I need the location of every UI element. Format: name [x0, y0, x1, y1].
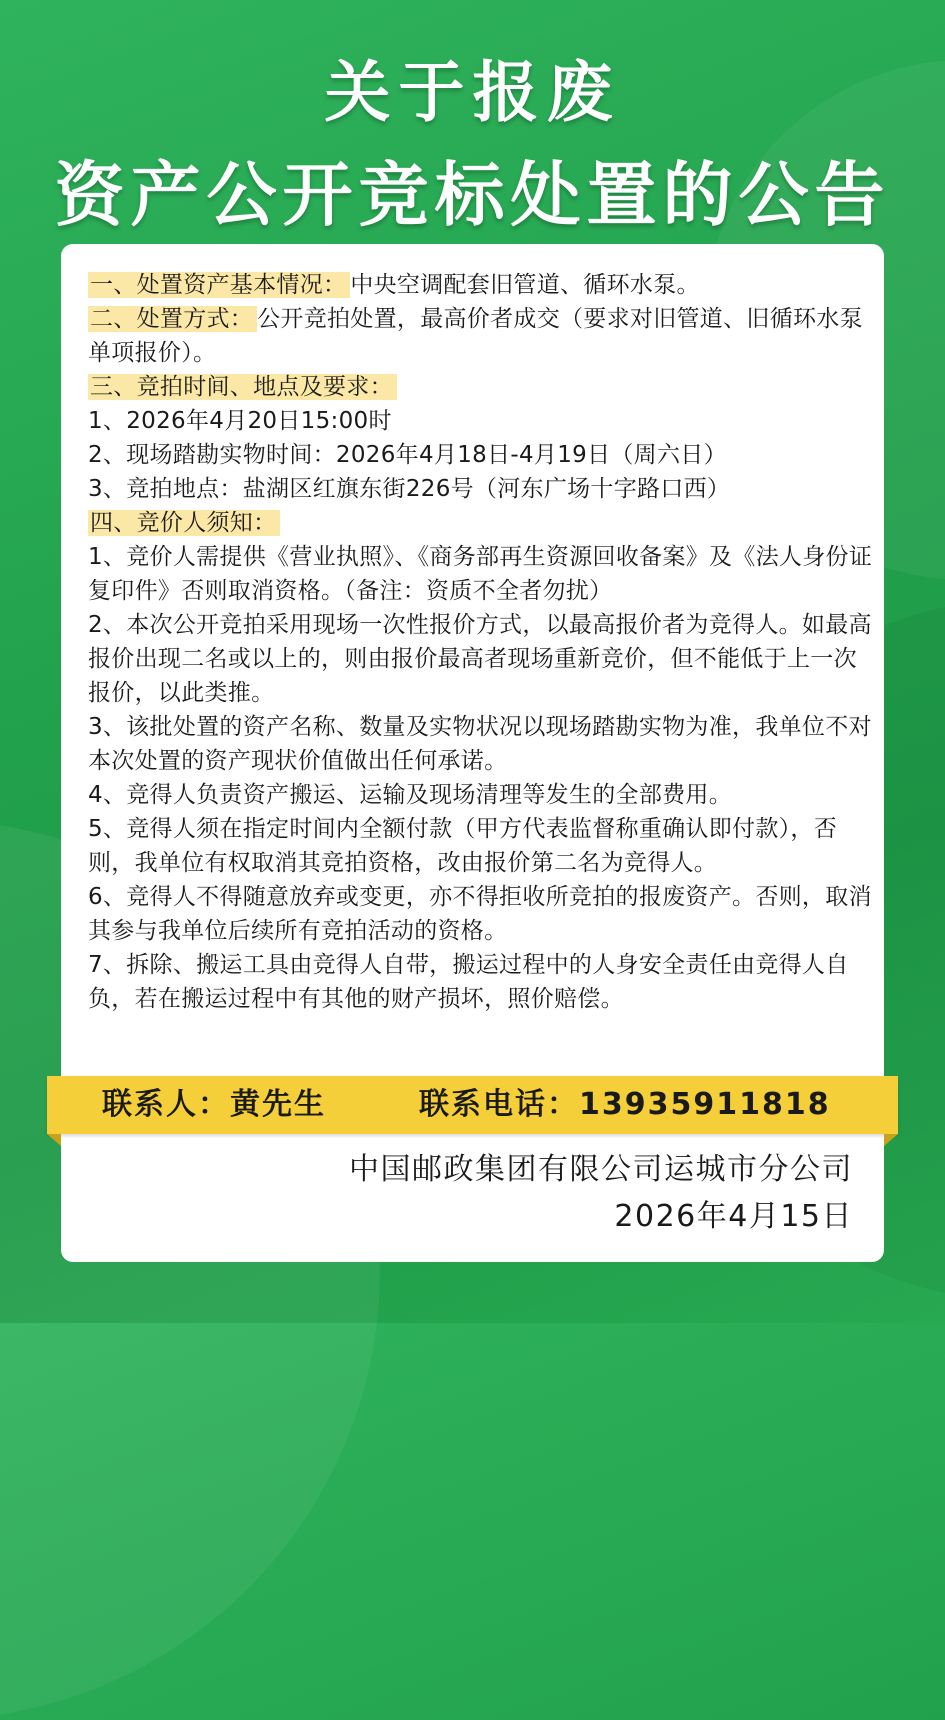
list-item: 2、现场踏勘实物时间：2026年4月18日-4月19日（周六日） — [88, 442, 727, 468]
section-4-heading: 四、竞价人须知： — [88, 510, 280, 536]
list-item: 3、竞拍地点：盐湖区红旗东街226号（河东广场十字路口西） — [88, 476, 731, 502]
issuer-organization: 中国邮政集团有限公司运城市分公司 — [349, 1152, 853, 1187]
section-2-heading: 二、处置方式： — [88, 306, 257, 332]
section-2 — [88, 302, 878, 370]
list-item: 1、竞价人需提供《营业执照》、《商务部再生资源回收备案》及《法人身份证复印件》否则取消资格。（备注：资质不全者勿扰） — [88, 544, 873, 604]
list-item: 7、拆除、搬运工具由竞得人自带，搬运过程中的人身安全责任由竞得人自负，若在搬运过程中有其他的财产损坏，照价赔偿。 — [88, 952, 849, 1012]
section-1-text: 中央空调配套旧管道、循环水泵。 — [350, 272, 700, 298]
section-3-heading: 三、竞拍时间、地点及要求： — [88, 374, 397, 400]
list-item: 3、该批处置的资产名称、数量及实物状况以现场踏勘实物为准，我单位不对本次处置的资产现状价值做出任何承诺。 — [88, 714, 872, 774]
title-line-2: 资产公开竞标处置的公告 — [54, 154, 891, 236]
section-2-text: 公开竞拍处置，最高价者成交（要求对旧管道、旧循环水泵单项报价）。 — [88, 306, 863, 366]
list-item: 1、2026年4月20日15:00时 — [88, 408, 392, 434]
title-line-1: 关于报废 — [324, 54, 621, 131]
contact-person: 联系人：黄先生 — [102, 1087, 326, 1122]
section-1 — [88, 268, 878, 302]
section-4 — [88, 506, 878, 540]
issue-date: 2026年4月15日 — [614, 1199, 853, 1234]
list-item: 6、竞得人不得随意放弃或变更，亦不得拒收所竞拍的报废资产。否则，取消其参与我单位后续所有竞拍活动的资格。 — [88, 884, 872, 944]
contact-phone: 联系电话：13935911818 — [419, 1087, 831, 1122]
contact-bar — [47, 1076, 898, 1134]
notice-body — [88, 268, 878, 1016]
section-1-heading: 一、处置资产基本情况： — [88, 272, 350, 298]
list-item: 2、本次公开竞拍采用现场一次性报价方式，以最高报价者为竞得人。如最高报价出现二名或以上的，则由报价最高者现场重新竞价，但不能低于上一次报价，以此类推。 — [88, 612, 872, 706]
list-item: 4、竞得人负责资产搬运、运输及现场清理等发生的全部费用。 — [88, 782, 733, 808]
section-3 — [88, 370, 878, 404]
list-item: 5、竞得人须在指定时间内全额付款（甲方代表监督称重确认即付款），否则，我单位有权取消其竞拍资格，改由报价第二名为竞得人。 — [88, 816, 838, 876]
